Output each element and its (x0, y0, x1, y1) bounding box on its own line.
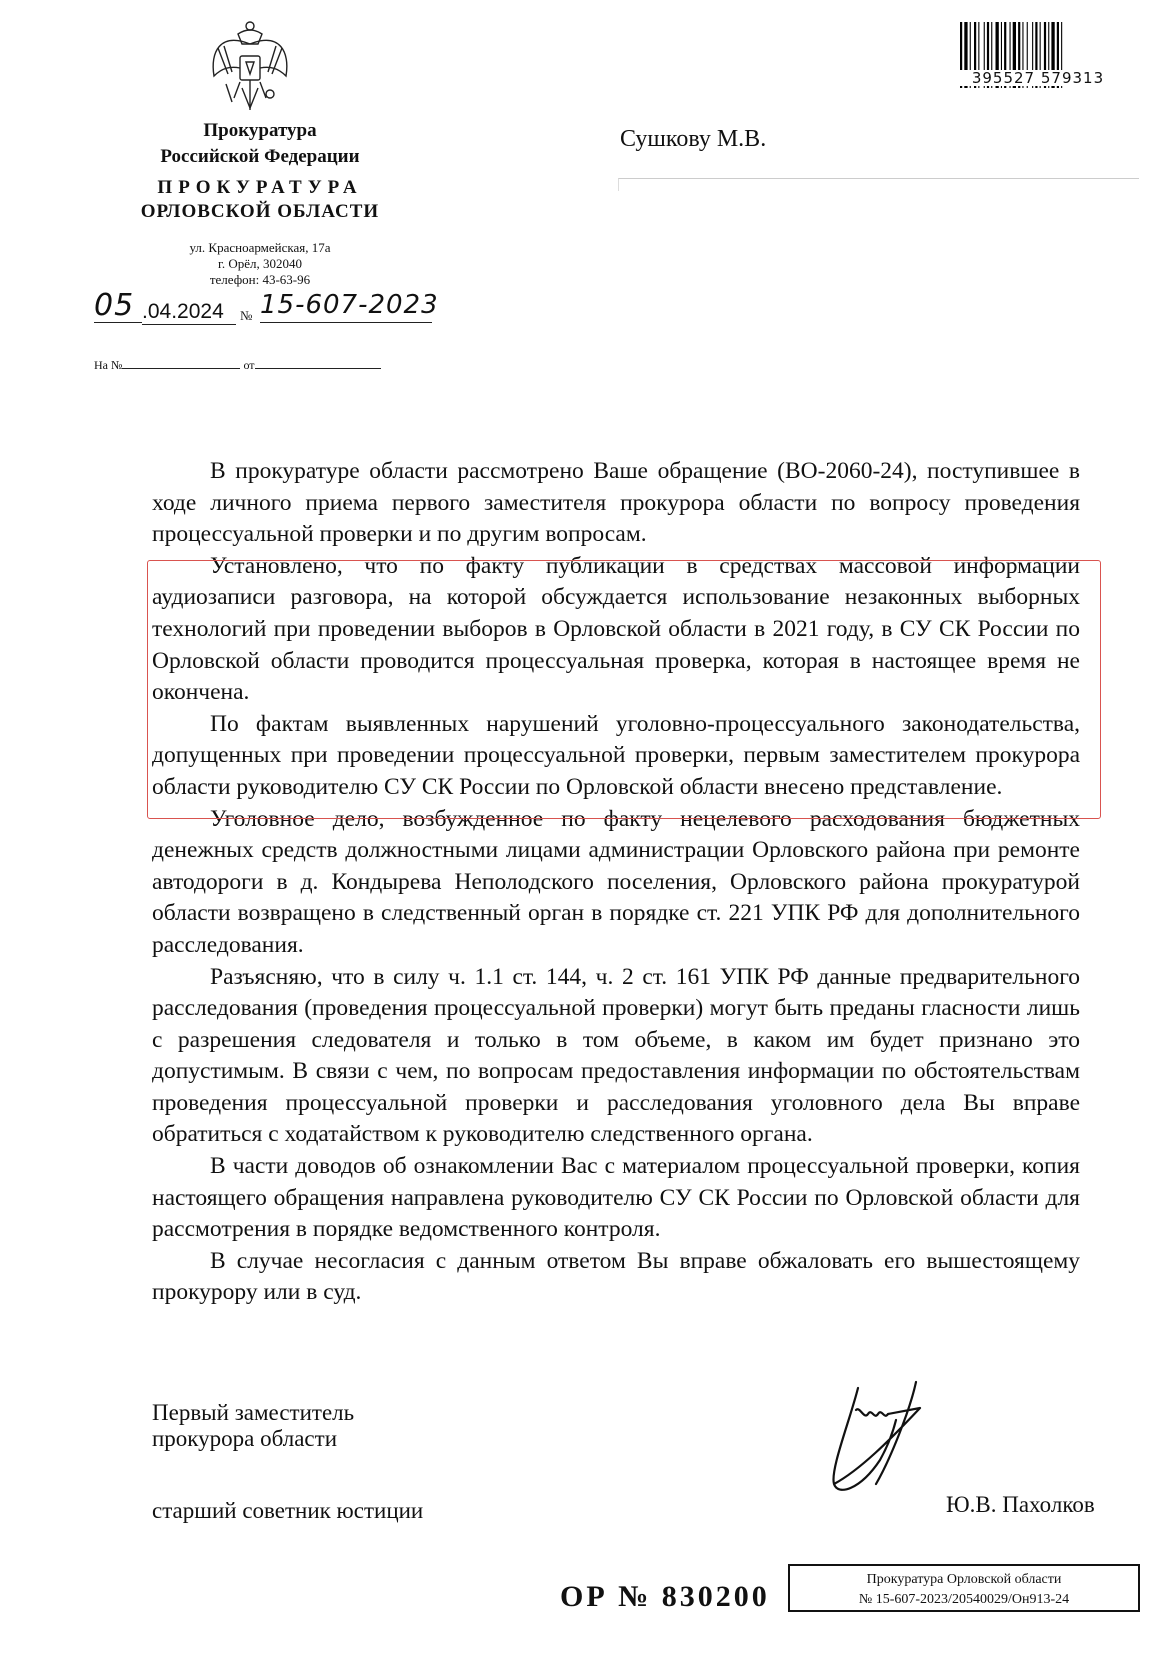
signatory-rank: старший советник юстиции (152, 1498, 424, 1523)
paragraph: В части доводов об ознакомлении Вас с материалом процессуальной проверки, копия настоящего обращения направлена руководителю СУ СК России по Орловской области для рассмотрения в порядке ведомственного контроля. (152, 1153, 1080, 1243)
reply-to-label: На № (94, 358, 123, 372)
reply-reference-line (94, 358, 424, 373)
number-underline (260, 322, 432, 323)
paragraph: Установлено, что по факту публикации в средствах массовой информации аудиозаписи разговора, на которой обсуждается использование незаконных выборных технологий при проведении выборов в Орловской области в 2021 году, в СУ СК России по Орловской области проводится процессуальная проверка, которая в настоящее время не окончена. (152, 552, 1080, 706)
barcode-digits: 395527 579313 (958, 70, 1118, 86)
org-name (120, 118, 400, 170)
org-line-2: Российской Федерации (160, 146, 360, 167)
registry-number: № 15-607-2023/20540029/Он913-24 (858, 1592, 1070, 1607)
recipient-name: Сушкову М.В. (620, 126, 767, 152)
signatory-title-line-2: прокурора области (152, 1426, 337, 1451)
paragraph: По фактам выявленных нарушений уголовно-процессуального законодательства, допущенных при проведении процессуальной проверки, первым заместителем прокурора области руководителю СУ СК России по Орловской области внесено представление. (152, 710, 1080, 800)
signatory-title (152, 1400, 354, 1452)
handwritten-day: 05 (94, 288, 135, 323)
org-subtitle-2: ОРЛОВСКОЙ ОБЛАСТИ (140, 201, 380, 222)
reply-from-label: от (243, 358, 255, 372)
date-month-year: .04.2024 (142, 300, 236, 325)
address-city: г. Орёл, 302040 (217, 256, 302, 271)
paragraph: Разъясняю, что в силу ч. 1.1 ст. 144, ч. 2 ст. 161 УПК РФ данные предварительного расследования (проведения процессуальной проверки) могут быть преданы гласности лишь с разрешения следователя и только в том объеме, в каком им будет признано это допустимым. В связи с чем, по вопросам предоставления информации по обстоятельствам проведения процессуальной проверки и расследования уголовного дела Вы вправе обратиться с ходатайством к руководителю следственного органа. (152, 963, 1080, 1148)
signatory-title-line-1: Первый заместитель (152, 1400, 355, 1425)
day-underline (94, 322, 142, 323)
reply-from-blank (255, 358, 381, 369)
date-number-line (94, 288, 474, 332)
highlight-annotation-box (147, 560, 1101, 819)
paragraph: В прокуратуре области рассмотрено Ваше обращение (ВО-2060-24), поступившее в ходе личного приема первого заместителя прокурора области по вопросу проведения процессуальной проверки и по другим вопросам. (152, 458, 1080, 548)
paragraph: В случае несогласия с данным ответом Вы вправе обжаловать его вышестоящему прокурору или в суд. (152, 1247, 1080, 1306)
org-subtitle-1: ПРОКУРАТУРА (157, 177, 363, 198)
address-phone: телефон: 43-63-96 (209, 272, 311, 287)
coat-of-arms-icon (200, 18, 300, 118)
handwritten-outgoing-number: 15-607-2023 (260, 290, 439, 320)
address-street: ул. Красноармейская, 17а (189, 240, 331, 255)
reply-to-blank (122, 358, 240, 369)
number-sign: № (240, 308, 253, 323)
org-line-1: Прокуратура (203, 120, 317, 141)
form-serial-number: ОР № 830200 (560, 1580, 770, 1613)
registry-org: Прокуратура Орловской области (866, 1572, 1062, 1587)
signatory-name: Ю.В. Пахолков (946, 1492, 1095, 1517)
redacted-address (618, 178, 1139, 191)
registry-stamp (788, 1564, 1140, 1612)
org-address (120, 240, 400, 288)
paragraph: Уголовное дело, возбужденное по факту нецелевого расходования бюджетных денежных средств должностными лицами администрации Орловского района при ремонте автодороги в д. Кондырева Неполодского поселения, Орловского района прокуратурой области возвращено в следственный орган в порядке ст. 221 УПК РФ для дополнительного расследования. (152, 805, 1080, 958)
handwritten-signature-icon (820, 1380, 970, 1500)
